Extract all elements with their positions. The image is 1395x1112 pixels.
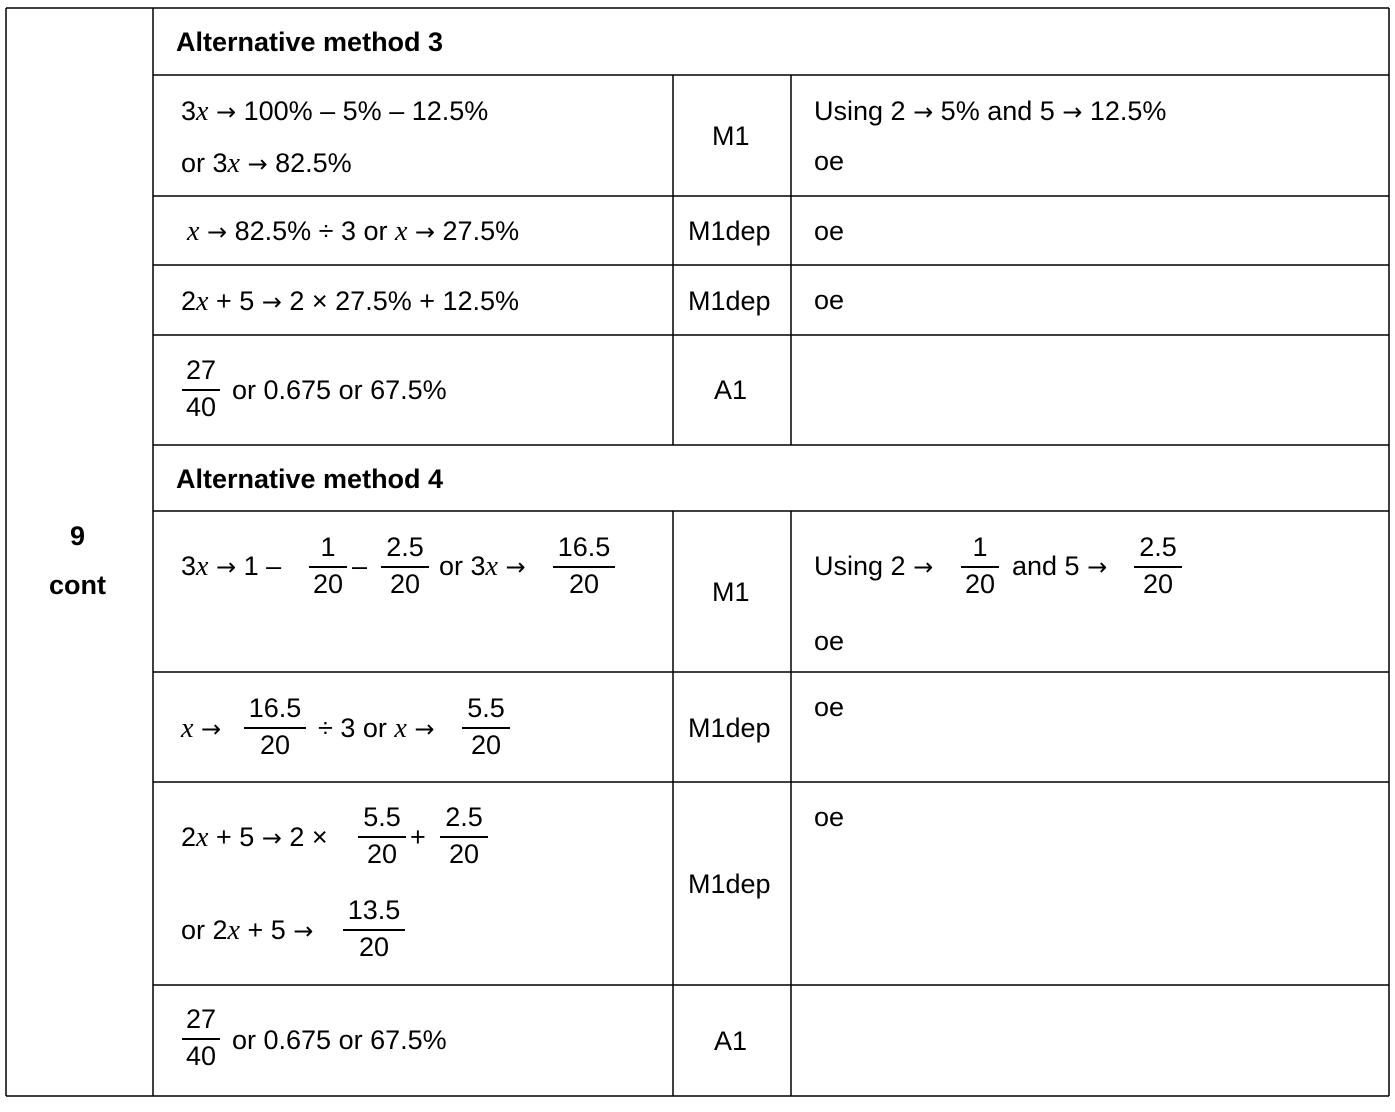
alt4-r3-mark: M1dep (688, 869, 771, 899)
alt4-r4-mark: A1 (714, 1026, 748, 1056)
arrow-icon: → (247, 150, 268, 178)
question-suffix: cont (49, 570, 106, 600)
alt3-r1-line2: or 3x → 82.5% (181, 148, 352, 179)
alt4-r1-mark: M1 (712, 577, 750, 607)
alt4-r3-line1-lead: 2x + 5 → 2 × (181, 822, 328, 853)
alt4-r1-comment-fraction-2: 2.5 20 (1134, 534, 1182, 598)
alt4-r1-lead: 3x → 1 – (181, 551, 282, 582)
alt3-heading: Alternative method 3 (176, 27, 444, 57)
alt3-r3-comment: oe (814, 285, 845, 315)
alt3-r2-answer: x → 82.5% ÷ 3 or x → 27.5% (187, 216, 520, 247)
alt4-r3-fraction-3: 13.5 20 (343, 897, 405, 961)
arrow-icon: → (206, 218, 228, 246)
alt4-r4-answer: or 0.675 or 67.5% (232, 1025, 447, 1055)
alt4-r2-fraction-1: 16.5 20 (244, 695, 306, 759)
arrow-icon: → (215, 553, 237, 581)
alt4-r1-minus: – (352, 551, 368, 581)
arrow-icon: → (414, 218, 436, 246)
alt4-r2-mark: M1dep (688, 713, 771, 743)
alt4-r1-comment-lead: Using 2 → (814, 551, 934, 581)
alt3-r3-mark: M1dep (688, 286, 771, 316)
alt4-r4-fraction: 27 40 (182, 1006, 220, 1070)
arrow-icon: → (215, 98, 237, 126)
arrow-icon: → (1087, 553, 1108, 581)
alt3-r1-comment: Using 2 → 5% and 5 → 12.5% (814, 96, 1167, 126)
arrow-icon: → (293, 917, 314, 945)
arrow-icon: → (261, 824, 282, 852)
alt4-r3-fraction-1: 5.5 20 (358, 804, 406, 868)
alt3-r4-mark: A1 (714, 375, 748, 405)
arrow-icon: → (913, 98, 934, 126)
alt4-r1-fraction-2: 2.5 20 (381, 534, 429, 598)
arrow-icon: → (505, 553, 526, 581)
alt4-heading: Alternative method 4 (176, 464, 444, 494)
alt3-r3-answer: 2x + 5 → 2 × 27.5% + 12.5% (181, 286, 520, 317)
alt3-r1-line1: 3x → 100% – 5% – 12.5% (181, 96, 489, 127)
alt3-r1-mark: M1 (712, 121, 750, 151)
alt4-r3-fraction-2: 2.5 20 (440, 804, 488, 868)
alt4-r1-oe: oe (814, 626, 845, 656)
arrow-icon: → (1062, 98, 1083, 126)
alt3-r2-comment: oe (814, 216, 845, 246)
alt4-r1-fraction-3: 16.5 20 (553, 534, 615, 598)
alt3-r1-oe: oe (814, 146, 845, 176)
question-number: 9 (70, 521, 86, 551)
alt4-r1-fraction-1: 1 20 (309, 534, 347, 598)
alt4-r2-lead: x → (181, 713, 222, 744)
arrow-icon: → (414, 715, 435, 743)
arrow-icon: → (261, 288, 282, 316)
alt3-r2-mark: M1dep (688, 216, 771, 246)
alt4-r2-mid: ÷ 3 or x → (318, 713, 435, 744)
alt4-r1-comment-mid: and 5 → (1012, 551, 1108, 581)
alt4-r2-fraction-2: 5.5 20 (462, 695, 510, 759)
alt4-r1-or: or 3x → (439, 551, 526, 582)
arrow-icon: → (200, 715, 222, 743)
alt4-r3-line2-lead: or 2x + 5 → (181, 915, 314, 946)
alt4-r3-comment: oe (814, 802, 845, 832)
alt4-r3-plus: + (410, 822, 426, 852)
alt4-r1-comment-fraction-1: 1 20 (961, 534, 999, 598)
alt3-r4-answer: or 0.675 or 67.5% (232, 375, 447, 405)
arrow-icon: → (913, 553, 934, 581)
alt4-r2-comment: oe (814, 692, 845, 722)
alt3-r4-fraction: 27 40 (182, 357, 220, 421)
